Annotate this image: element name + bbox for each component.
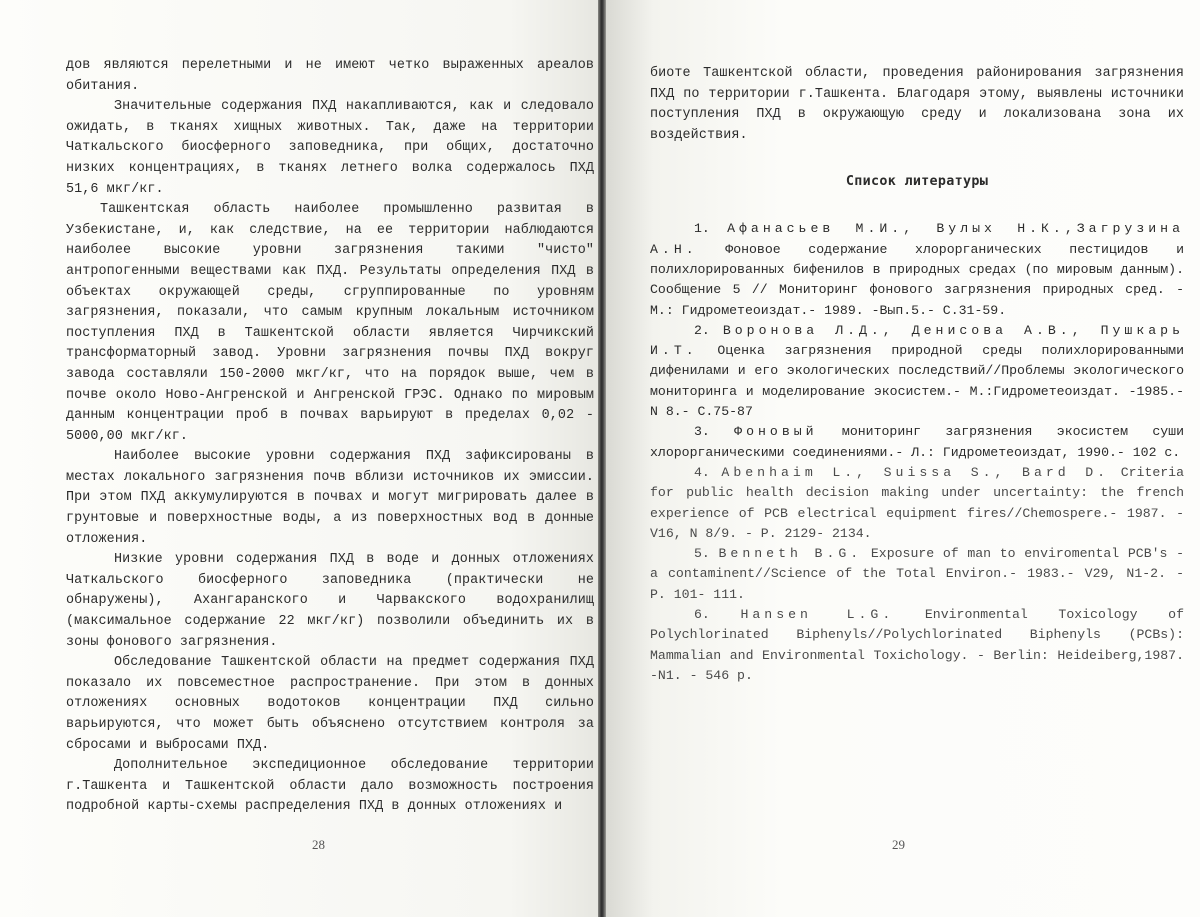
references-heading: Список литературы <box>845 174 989 190</box>
reference-authors: Фоновый <box>734 424 818 440</box>
reference-text: Criteria for public health decision making under uncertainty: the french experience of PCB electrical equipment fires//Chemospere.- 1987. -V16, N 8/9. - P. 2129- 2134. <box>650 464 1185 541</box>
references-list <box>650 219 1184 686</box>
paragraph: Низкие уровни содержания ПХД в воде и донных отложениях Чаткальского биосферного заповедника (практически не обнаружены), Ахангаранского и Чарвакского водохранилищ (максимальное содержание 22 мкг/кг) позволили объединить их в зоны фонового загрязнения. <box>66 552 594 650</box>
paragraph: Наиболее высокие уровни содержания ПХД зафиксированы в местах локального загрязнения почв вблизи источников их эмиссии. При этом ПХД аккумулируются в почвах и могут мигрировать далее в грунтовые и поверхностные воды, а из поверхностных вод в донные отложения. <box>66 449 594 547</box>
reference-number: 3. <box>694 424 710 440</box>
reference-item <box>650 321 1184 422</box>
reference-item <box>650 544 1184 605</box>
reference-authors: Афанасьев М.И., Вулых Н.К.,Загрузина А.Н. <box>650 221 1184 257</box>
right-page-intro <box>650 64 1184 146</box>
reference-number: 2. <box>694 322 710 338</box>
reference-text: мониторинг загрязнения экосистем суши хлорорганическими соединениями.- Л.: Гидрометеоиздат, 1990.- 102 с. <box>650 424 1184 460</box>
left-page <box>0 0 598 917</box>
reference-text: Фоновое содержание хлорорганических пестицидов и полихлорированных бифенилов в природных средах (по мировым данным). Сообщение 5 // Мониторинг фонового загрязнения природных сред. - М.: Гидрометеоиздат.- 1989. -Вып.5.- С.31-59. <box>650 241 1184 318</box>
reference-authors: Воронова Л.Д., Денисова А.В., Пушкарь И.Т. <box>650 322 1185 359</box>
paragraph: дов являются перелетными и не имеют четко выраженных ареалов обитания. <box>66 58 594 94</box>
paragraph: Значительные содержания ПХД накапливаются, как и следовало ожидать, в тканях хищных животных. Так, даже на территории Чаткальского биосферного заповедника, при общих, достаточно низких концентрациях, в тканях летнего волка содержалось ПХД 51,6 мкг/кг. <box>66 99 594 197</box>
right-page <box>606 0 1200 917</box>
paragraph: Ташкентская область наиболее промышленно развитая в Узбекистане, и, как следствие, на ее территории наблюдаются наиболее высокие уровни загрязнения такими "чисто" антропогенными веществами как ПХД. Результаты определения ПХД в объектах окружающей среды, сгруппированные по уровням загрязнения, показали, что самым крупным локальным источником поступления ПХД в Ташкентской области является Чирчикский трансформаторный завод. Уровни загрязнения почвы ПХД вокруг завода составляли 150-2000 мкг/кг, что на порядок выше, чем в почве около Ново-Ангренской и Ангренской ГРЭС. Однако по мировым данным концентрации проб в почвах варьируют в пределах 0,02 - 5000,00 мкг/кг. <box>66 202 594 444</box>
page-number: 28 <box>312 837 325 852</box>
reference-text: Оценка загрязнения природной среды полихлорированными дифенилами и его экологических последствий//Проблемы экологического мониторинга и моделирование экосистем.- М.:Гидрометеоиздат. -1985.- N 8.- С.75-87 <box>650 343 1184 420</box>
paragraph: биоте Ташкентской области, проведения районирования загрязнения ПХД по территории г.Ташкента. Благодаря этому, выявлены источники поступления ПХД в окружающую среду и локализована зона их воздействия. <box>650 66 1184 143</box>
page-number: 29 <box>892 837 905 852</box>
reference-item <box>650 219 1184 320</box>
reference-text: Environmental Toxicology of Polychlorinated Biphenyls//Polychlorinated Biphenyls (PCBs): Mammalian and Environmental Toxichology. - Berlin: Heideiberg,1987. -N1. - 546 p. <box>650 607 1184 683</box>
reference-authors: Abenhaim L., Suissa S., Bard D. <box>721 464 1110 480</box>
reference-authors: Hansen L.G. <box>740 607 895 623</box>
reference-number: 5. <box>694 546 710 562</box>
reference-number: 6. <box>694 607 710 623</box>
book-gutter <box>598 0 606 917</box>
reference-item <box>650 605 1184 686</box>
paragraph: Обследование Ташкентской области на предмет содержания ПХД показало их повсеместное распространение. При этом в донных отложениях основных водотоков концентрации ПХД сильно варьируются, что может быть объяснено отсутствием контроля за сбросами и выбросами ПХД. <box>66 655 594 753</box>
reference-number: 4. <box>694 464 710 480</box>
reference-number: 1. <box>694 221 710 237</box>
left-page-body <box>66 56 594 818</box>
reference-text: Exposure of man to enviromental PCB's - a contaminent//Science of the Total Environ.- 1983.- V29, N1-2. - P. 101- 111. <box>650 546 1185 602</box>
reference-item <box>650 463 1184 544</box>
reference-item <box>650 422 1184 463</box>
reference-authors: Benneth B.G. <box>718 546 863 562</box>
paragraph: Дополнительное экспедиционное обследование территории г.Ташкента и Ташкентской области дало возможность построения подробной карты-схемы распределения ПХД в донных отложениях и <box>66 758 594 815</box>
